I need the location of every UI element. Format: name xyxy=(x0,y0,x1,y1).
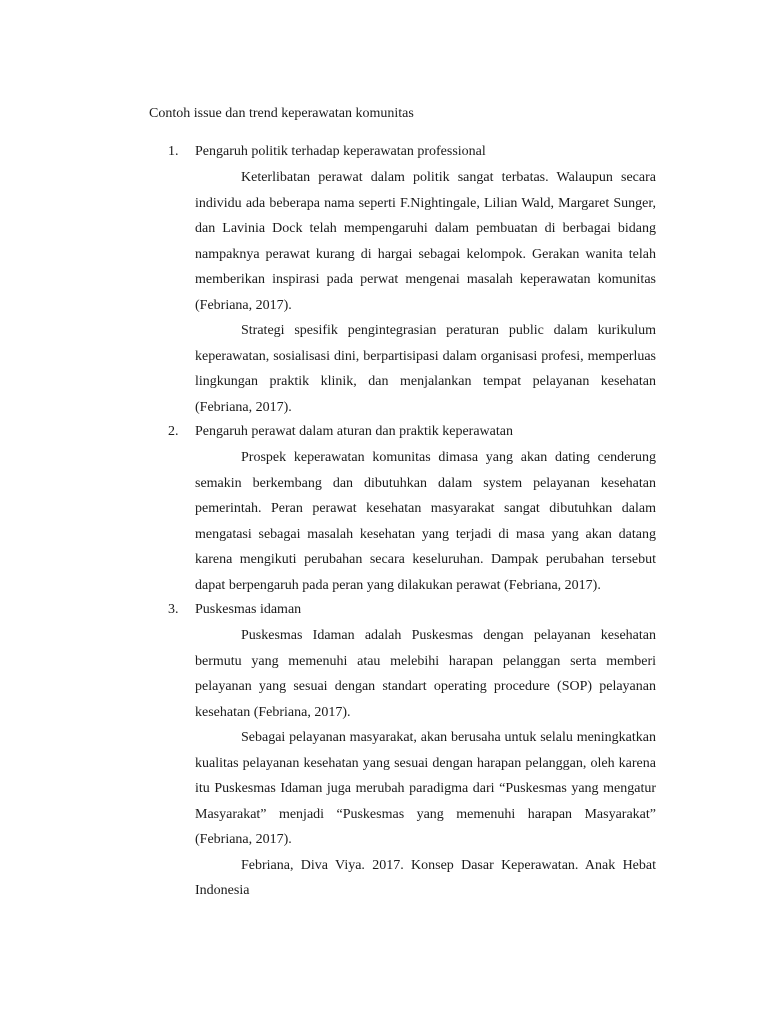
list-item-3 xyxy=(168,598,658,904)
list-item-1 xyxy=(168,140,658,420)
item-body xyxy=(195,598,656,904)
item-body xyxy=(195,420,656,598)
item-body xyxy=(195,140,656,420)
item-number: 3. xyxy=(168,602,179,617)
item-number: 2. xyxy=(168,424,179,439)
item-title: Pengaruh perawat dalam aturan dan praktik keperawatan xyxy=(195,424,513,439)
item-title: Puskesmas idaman xyxy=(195,602,302,617)
item-title: Pengaruh politik terhadap keperawatan professional xyxy=(195,144,486,159)
reference-paragraph: Febriana, Diva Viya. 2017. Konsep Dasar Keperawatan. Anak Hebat Indonesia xyxy=(195,857,656,898)
item-number: 1. xyxy=(168,144,179,159)
paragraph: Puskesmas Idaman adalah Puskesmas dengan pelayanan kesehatan bermutu yang memenuhi atau melebihi harapan pelanggan serta memberi pelayanan yang sesuai dengan standart operating procedure (SOP) pelayanan kesehatan (Febriana, 2017). xyxy=(195,628,656,720)
numbered-list xyxy=(168,140,658,904)
document-heading: Contoh issue dan trend keperawatan komunitas xyxy=(149,106,414,121)
paragraph: Sebagai pelayanan masyarakat, akan berusaha untuk selalu meningkatkan kualitas pelayanan kesehatan yang sesuai dengan harapan pelanggan, oleh karena itu Puskesmas Idaman juga merubah paradigma dari “Puskesmas yang mengatur Masyarakat” menjadi “Puskesmas yang memenuhi harapan Masyarakat” (Febriana, 2017). xyxy=(195,730,656,847)
paragraph: Prospek keperawatan komunitas dimasa yang akan dating cenderung semakin berkembang dan dibutuhkan dalam system pelayanan kesehatan pemerintah. Peran perawat kesehatan masyarakat sangat dibutuhkan dalam mengatasi sebagai masalah kesehatan yang terjadi di masa yang akan datang karena mengikuti perubahan secara keseluruhan. Dampak perubahan tersebut dapat berpengaruh pada peran yang dilakukan perawat (Febriana, 2017). xyxy=(195,450,656,593)
paragraph: Keterlibatan perawat dalam politik sangat terbatas. Walaupun secara individu ada beberapa nama seperti F.Nightingale, Lilian Wald, Margaret Sunger, dan Lavinia Dock telah mempengaruhi dalam pembuatan di berbagai bidang nampaknya perawat kurang di hargai sebagai kelompok. Gerakan wanita telah memberikan inspirasi pada perwat mengenai masalah keperawatan komunitas (Febriana, 2017). xyxy=(195,170,656,313)
list-item-2 xyxy=(168,420,658,598)
paragraph: Strategi spesifik pengintegrasian peraturan public dalam kurikulum keperawatan, sosialisasi dini, berpartisipasi dalam organisasi profesi, memperluas lingkungan praktik klinik, dan menjalankan tempat pelayanan kesehatan (Febriana, 2017). xyxy=(195,323,656,415)
